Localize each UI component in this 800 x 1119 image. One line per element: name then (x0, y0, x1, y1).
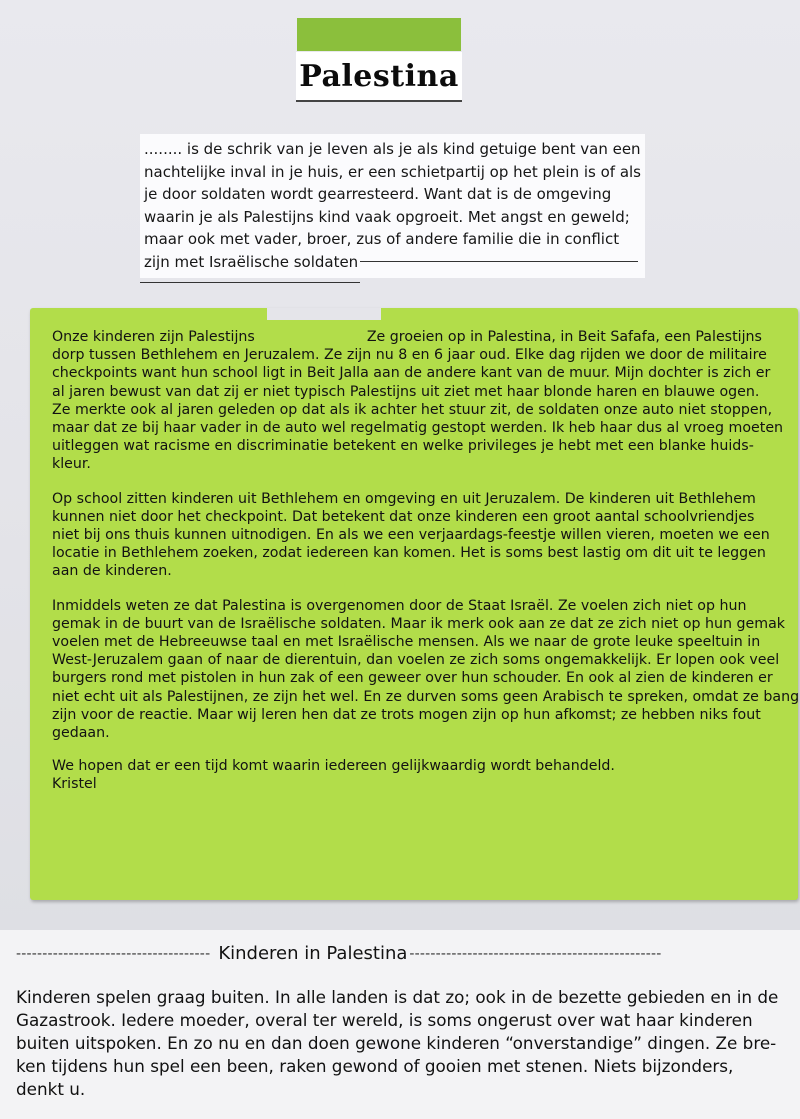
story-first-line-start: Onze kinderen zijn Palestijns (52, 329, 255, 345)
story-line: gedaan. (52, 725, 110, 742)
story-line: Op school zitten kinderen uit Bethlehem en omgeving en uit Jeruzalem. De kinderen uit Bethlehem (52, 490, 756, 507)
green-header-bar (297, 18, 461, 51)
story-first-line (52, 328, 792, 346)
section-line: Kinderen spelen graag buiten. In alle landen is dat zo; ook in de bezette gebieden en in de (16, 987, 779, 1007)
intro-line: ........ is de schrik van je leven als je als kind getuige bent van een (144, 140, 641, 158)
story-line: locatie in Bethlehem zoeken, zodat iedereen kan komen. Het is soms best lastig om dit uit te leggen (52, 545, 766, 562)
story-line: checkpoints want hun school ligt in Beit Jalla aan de andere kant van de muur. Mijn dochter is zich er (52, 365, 771, 382)
story-line: niet echt uit als Palestijnen, ze zijn het wel. En ze durven soms geen Arabisch te spreken, omdat ze bang (52, 688, 800, 705)
story-line: aan de kinderen. (52, 563, 172, 580)
section-heading (16, 942, 786, 966)
story-line: Ze merkte ook al jaren geleden op dat als ik achter het stuur zit, de soldaten onze auto niet stoppen, (52, 401, 773, 418)
intro-line: je door soldaten wordt gearresteerd. Want dat is de omgeving (144, 185, 612, 204)
story-line: voelen met de Hebreeuwse taal en met Israëlische mensen. Als we naar de grote leuke speeltuin in (52, 634, 761, 651)
story-line: kleur. (52, 456, 91, 473)
section-line: Gazastrook. Iedere moeder, overal ter wereld, is soms ongerust over wat haar kinderen (16, 1010, 753, 1030)
intro-line: waarin je als Palestijns kind vaak opgroeit. Met angst en geweld; (144, 207, 630, 226)
story-line: maar dat ze bij haar vader in de auto wel regelmatig gestopt werden. Ik heb haar dus al vroeg moeten (52, 420, 784, 437)
story-card-notch (267, 308, 381, 320)
intro-underline (360, 261, 638, 262)
page-title: Palestina (299, 58, 459, 94)
section-line: ken tijdens hun spel een been, raken gewond of gooien met stenen. Niets bijzonders, (16, 1056, 734, 1076)
section-paragraph (16, 986, 792, 1101)
section-title: Kinderen in Palestina (218, 943, 408, 964)
story-first-line-end: Ze groeien op in Palestina, in Beit Safafa, een Palestijns (366, 329, 762, 345)
story-closing: We hopen dat er een tijd komt waarin iedereen gelijkwaardig wordt behandeld. (52, 758, 615, 775)
story-line: zijn voor de reactie. Maar wij leren hen dat ze trots mogen zijn op hun afkomst; ze hebben niks fout (52, 706, 761, 723)
story-line: Inmiddels weten ze dat Palestina is overgenomen door de Staat Israël. Ze voelen zich niet op hun (52, 597, 747, 614)
story-line: kunnen niet door het checkpoint. Dat betekent dat onze kinderen een groot aantal schoolvriendjes (52, 508, 755, 525)
story-text (52, 328, 800, 794)
intro-underline (140, 282, 360, 283)
story-line: gemak in de buurt van de Israëlische soldaten. Maar ik merk ook aan ze dat ze zich niet op hun gemak (52, 615, 785, 632)
story-signature: Kristel (52, 776, 97, 793)
story-line: dorp tussen Bethlehem en Jeruzalem. Ze zijn nu 8 en 6 jaar oud. Elke dag rijden we door de militaire (52, 347, 767, 364)
story-line: niet bij ons thuis kunnen uitnodigen. En als we een verjaardags-feestje willen vieren, moeten we een (52, 527, 770, 544)
section-line: denkt u. (16, 1079, 86, 1099)
intro-line: zijn met Israëlische soldaten (144, 252, 359, 271)
intro-line: nachtelijke inval in je huis, er een schietpartij op het plein is of als (144, 162, 641, 181)
story-line: West-Jeruzalem gaan of naar de dierentuin, dan voelen ze zich soms ongemakkelijk. Er lopen ook veel (52, 652, 780, 669)
section-line: buiten uitspoken. En zo nu en dan doen gewone kinderen “onverstandige” dingen. Ze bre- (16, 1033, 777, 1053)
intro-paragraph (140, 134, 645, 278)
section-dashes-right: ------------------------------------------------ (409, 946, 662, 962)
title-box (296, 52, 462, 102)
story-line: burgers rond met pistolen in hun zak of een geweer over hun schouder. En ook al zien de kinderen er (52, 670, 773, 687)
section-dashes-left: ------------------------------------- (16, 946, 211, 962)
intro-line: maar ook met vader, broer, zus of andere familie die in conflict (144, 230, 620, 249)
story-line: al jaren bewust van dat zij er niet typisch Palestijns uit ziet met haar blonde haren en blauwe ogen. (52, 383, 760, 400)
story-line: uitleggen wat racisme en discriminatie betekent en welke privileges je hebt met een blanke huids- (52, 438, 754, 455)
